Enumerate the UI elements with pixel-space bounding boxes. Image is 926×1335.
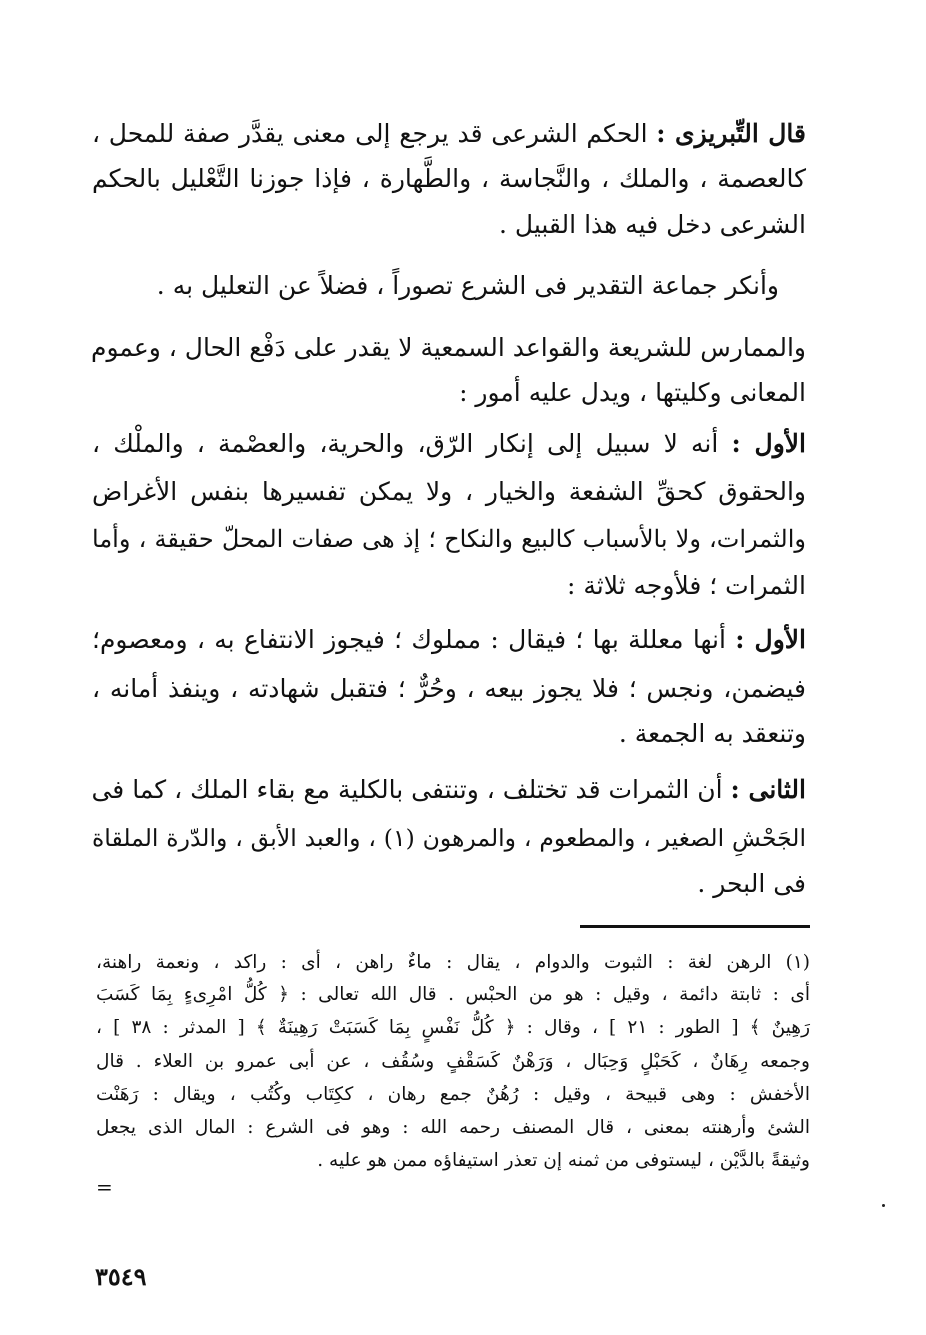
line-text: والممارس للشريعة والقواعد السمعية لا يقدر على دَفْع الحال ، وعموم (90, 333, 806, 362)
text-line (92, 114, 806, 154)
footnote-line: الشئ وأرهنته بمعنى ، قال المصنف رحمه الله : وهو فى الشرع : المال الذى يجعل (96, 1117, 810, 1138)
text-line (92, 620, 806, 660)
text-line (92, 266, 779, 306)
line-text: الجَحْشِ الصغير ، والمطعوم ، والمرهون (١) ، والعبد الأبق ، والدّرة الملقاة (92, 824, 806, 852)
paragraph-lead: الأول : (731, 429, 806, 458)
line-text: وأنكر جماعة التقدير فى الشرع تصوراً ، فضلاً عن التعليل به . (156, 271, 779, 300)
footnote-separator (580, 925, 810, 928)
line-text: الحكم الشرعى قد يرجع إلى معنى يقدَّر صفة للمحل ، (92, 119, 657, 148)
line-text: أنها معللة بها ؛ فيقال : مملوك ؛ فيجوز الانتفاع به ، ومعصوم؛ (92, 625, 736, 654)
footnote-line: وثيقةً بالدَّيْن ، ليستوفى من ثمنه إن تعذر استيفاؤه ممن هو عليه . (317, 1150, 810, 1171)
footnote-line: رَهِينٌ ﴾ [ الطور : ٢١ ] ، وقال : ﴿ كُلُّ نَفْسٍ بِمَا كَسَبَتْ رَهِينَةٌ ﴾ [ المدثر : ٣٨ ] ، (96, 1017, 811, 1038)
line-text: أنه لا سبيل إلى إنكار الرّق، والحرية، والعصْمة ، والملْك ، (92, 429, 732, 458)
line-text: المعانى وكليتها ، ويدل عليه أمور : (459, 378, 806, 407)
line-text: فيضمن، ونجس ؛ فلا يجوز بيعه ، وحُرٌّ ؛ فتقبل شهادته ، وينفذ أمانه ، (92, 674, 806, 703)
text-line (92, 714, 806, 754)
text-line (92, 669, 806, 709)
line-text: الثمرات ؛ فلأوجه ثلاثة : (566, 571, 806, 600)
line-text: كالعصمة ، والملك ، والنَّجاسة ، والطَّهارة ، فإذا جوزنا التَّعْليل بالحكم (92, 164, 806, 193)
paragraph-lead: قال التِّبريزى : (656, 119, 806, 148)
text-line (92, 328, 806, 368)
text-line (92, 373, 806, 413)
line-text: الشرعى دخل فيه هذا القبيل . (499, 210, 806, 239)
footnote-line: أى : ثابتة دائمة ، وقيل : هو من الحبْس . قال الله تعالى : ﴿ كُلُّ امْرِىءٍ بِمَا كَسَبَ (96, 984, 810, 1005)
line-text: فى البحر . (697, 869, 806, 898)
text-line (92, 770, 806, 810)
footnote-line: الأخفش : وهى قبيحة ، وقيل : رُهُنٌ جمع رهان ، ككِتَاب وكُتُب ، ويقال : رَهَنْت (96, 1084, 810, 1105)
text-line (92, 864, 806, 904)
continuation-mark: = (96, 1175, 113, 1199)
line-text: والثمرات، ولا بالأسباب كالبيع والنكاح ؛ إذ هى صفات المحلّ حقيقة ، وأما (92, 525, 806, 553)
scan-speck (882, 1204, 885, 1207)
line-text: أن الثمرات قد تختلف ، وتنتفى بالكلية مع بقاء الملك ، كما فى (91, 775, 731, 804)
text-line (92, 424, 806, 464)
paragraph-lead: الثانى : (730, 775, 806, 804)
line-text: وتنعقد به الجمعة . (618, 719, 806, 748)
line-text: والحقوق كحقِّ الشفعة والخيار ، ولا يمكن تفسيرها بنفس الأغراض (92, 477, 806, 506)
text-line (92, 566, 806, 606)
text-line (92, 159, 806, 199)
text-line (92, 818, 806, 858)
text-line (92, 205, 806, 245)
page-number: ٣٥٤٩ (95, 1262, 147, 1291)
text-line (92, 519, 806, 559)
paragraph-lead: الأول : (735, 625, 806, 654)
footnote-line: (١) الرهن لغة : الثبوت والدوام ، يقال : ماءٌ راهن ، أى : راكد ، ونعمة راهنة، (96, 952, 810, 973)
footnote-line: وجمعه رِهَانٌ ، كَحَبْلٍ وَحِبَال ، وَرَهْنٌ كَسَقْفٍ وسُقُف ، عن أبى عمرو بن العلاء . قال (96, 1051, 810, 1072)
text-line (92, 472, 806, 512)
